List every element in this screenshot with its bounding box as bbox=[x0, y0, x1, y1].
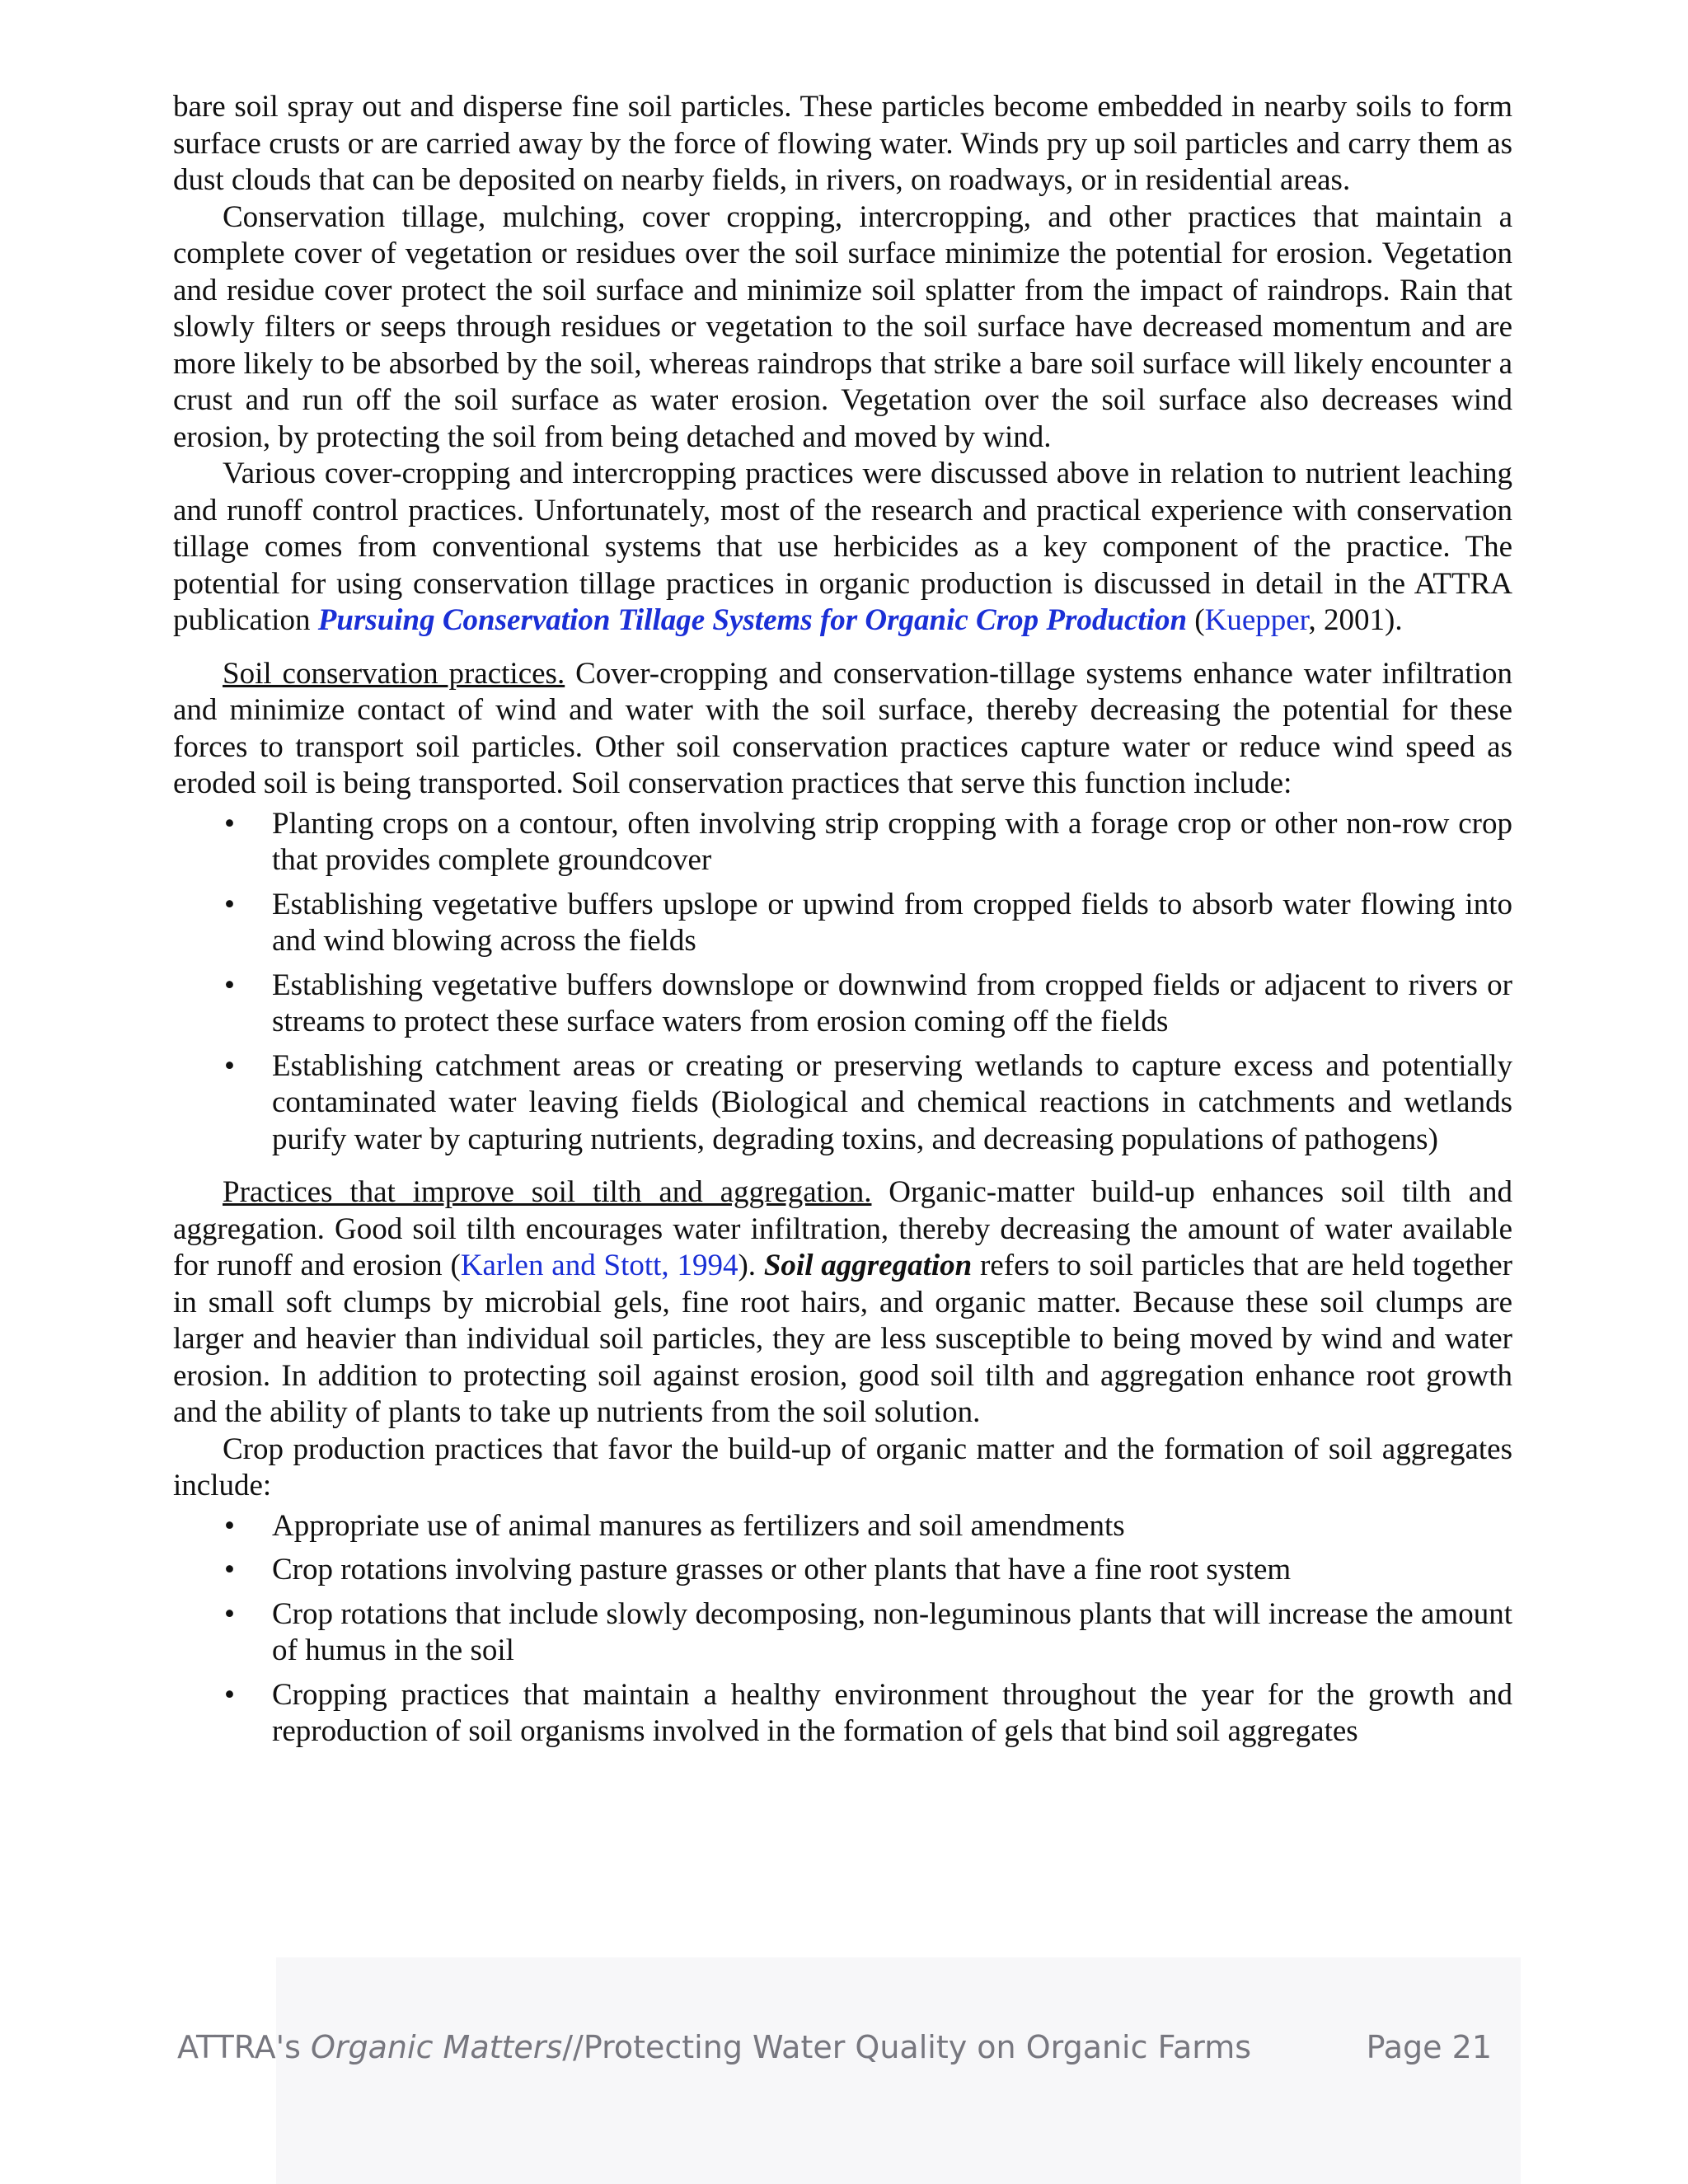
paren-open: ( bbox=[1187, 603, 1205, 637]
list-item bbox=[173, 968, 1512, 1041]
bullet-icon: • bbox=[224, 1677, 235, 1712]
list-item bbox=[173, 1596, 1512, 1670]
section-text: ). bbox=[738, 1249, 764, 1282]
section-heading: Practices that improve soil tilth and aggregation. bbox=[223, 1175, 872, 1209]
section-text: Organic-matter build-up enhances soil tilth and aggregation. Good soil tilth encourages water infiltration, thereby decreasing the amount of water available for runoff and erosion ( bbox=[173, 1175, 1512, 1282]
list-item-text: Establishing vegetative buffers downslope or downwind from cropped fields or adjacent to rivers or streams to protect these surface waters from erosion coming off the fields bbox=[272, 968, 1512, 1038]
section-text: refers to soil particles that are held together in small soft clumps by microbial gels, fine root hairs, and organic matter. Because these soil clumps are larger and heavier than individual soil particles, they are less susceptible to being moved by wind and water erosion. In addition to protecting soil against erosion, good soil tilth and aggregation enhance root growth and the ability of plants to take up nutrients from the soil solution. bbox=[173, 1249, 1512, 1429]
bullet-icon: • bbox=[224, 806, 235, 841]
section-text: Cover-cropping and conservation-tillage systems enhance water infiltration and minimize contact of wind and water with the soil surface, thereby decreasing the potential for these forces to transport soil particles. Other soil conservation practices capture water or reduce wind speed as eroded soil is being transported. Soil conservation practices that serve this function include: bbox=[173, 656, 1513, 800]
list-item bbox=[173, 1048, 1512, 1159]
publication-link[interactable]: Pursuing Conservation Tillage Systems for Organic Crop Production bbox=[317, 603, 1188, 637]
paragraph-text: Various cover-cropping and intercropping practices were discussed above in relation to nutrient leaching and runoff control practices. Unfortunately, most of the research and practical experience with conservation tillage comes from conventional systems that use herbicides as a key component of the practice. The potential for using conservation tillage practices in organic production is discussed in detail in the ATTRA publication bbox=[173, 457, 1512, 637]
section-heading: Soil conservation practices. bbox=[223, 656, 565, 691]
citation-link-kuepper[interactable]: Kuepper bbox=[1204, 603, 1309, 637]
list-item-text: Crop rotations involving pasture grasses or other plants that have a fine root system bbox=[272, 1553, 1292, 1586]
defined-term: Soil aggregation bbox=[763, 1249, 973, 1282]
footer-prefix: ATTRA's bbox=[177, 2029, 311, 2065]
bullet-icon: • bbox=[224, 887, 235, 921]
list-item-text: Establishing vegetative buffers upslope or upwind from cropped fields to absorb water flowing into and wind blowing across the fields bbox=[272, 887, 1512, 958]
paragraph-erosion-intro: bare soil spray out and disperse fine soil particles. These particles become embedded in nearby soils to form surface crusts or are carried away by the force of flowing water. Winds pry up soil particles and carry them as dust clouds that can be deposited on nearby fields, in rivers, on roadways, or in residential areas. bbox=[173, 90, 1512, 197]
list-item-text: Crop rotations that include slowly decomposing, non-leguminous plants that will increase the amount of humus in the soil bbox=[272, 1596, 1512, 1667]
list-item-text: Establishing catchment areas or creating or preserving wetlands to capture excess and potentially contaminated water leaving fields (Biological and chemical reactions in catchments and wetlands purify water by capturing nutrients, degrading toxins, and decreasing populations of pathogens) bbox=[272, 1048, 1512, 1156]
document-body bbox=[173, 89, 1512, 1758]
page-number: Page 21 bbox=[1366, 2029, 1492, 2065]
list-item bbox=[173, 806, 1512, 879]
list-item bbox=[173, 1552, 1512, 1589]
bullet-icon: • bbox=[224, 1596, 235, 1631]
footer-series: Organic Matters bbox=[310, 2029, 563, 2065]
page-footer bbox=[177, 2029, 1492, 2079]
bullet-icon: • bbox=[224, 1553, 235, 1586]
list-item bbox=[173, 1508, 1512, 1545]
list-item-text: Cropping practices that maintain a healthy environment throughout the year for the growth and reproduction of soil organisms involved in the formation of gels that bind soil aggregates bbox=[272, 1677, 1512, 1748]
paragraph-conservation-cover: Conservation tillage, mulching, cover cropping, intercropping, and other practices that maintain a complete cover of vegetation or residues over the soil surface minimize the potential for erosion. Vegetation and residue cover protect the soil surface and minimize soil splatter from the impact of raindrops. Rain that slowly filters or seeps through residues or vegetation to the soil surface have decreased momentum and are more likely to be absorbed by the soil, whereas raindrops that strike a bare soil surface will likely encounter a crust and run off the soil surface as water erosion. Vegetation over the soil surface also decreases wind erosion, by protecting the soil from being detached and moved by wind. bbox=[173, 199, 1512, 454]
organic-matter-practices-list bbox=[173, 1508, 1512, 1750]
citation-link-karlen-stott[interactable]: Karlen and Stott, 1994 bbox=[460, 1249, 738, 1282]
list-item bbox=[173, 1677, 1512, 1750]
list-item-text: Appropriate use of animal manures as fertilizers and soil amendments bbox=[272, 1508, 1125, 1543]
footer-suffix: //Protecting Water Quality on Organic Farms bbox=[562, 2029, 1252, 2065]
soil-conservation-list bbox=[173, 806, 1512, 1159]
bullet-icon: • bbox=[224, 968, 235, 1002]
footer-title bbox=[177, 2029, 1251, 2065]
citation-year: , 2001). bbox=[1308, 603, 1403, 637]
bullet-icon: • bbox=[224, 1048, 235, 1083]
list-item-text: Planting crops on a contour, often involving strip cropping with a forage crop or other non-row crop that provides complete groundcover bbox=[272, 806, 1512, 877]
section-soil-conservation bbox=[173, 656, 1512, 803]
section-soil-tilth bbox=[173, 1174, 1512, 1432]
bullet-icon: • bbox=[224, 1508, 235, 1543]
paragraph-crop-production: Crop production practices that favor the build-up of organic matter and the formation of soil aggregates include: bbox=[173, 1432, 1512, 1502]
list-item bbox=[173, 887, 1512, 960]
paragraph-conservation-tillage bbox=[173, 456, 1512, 640]
